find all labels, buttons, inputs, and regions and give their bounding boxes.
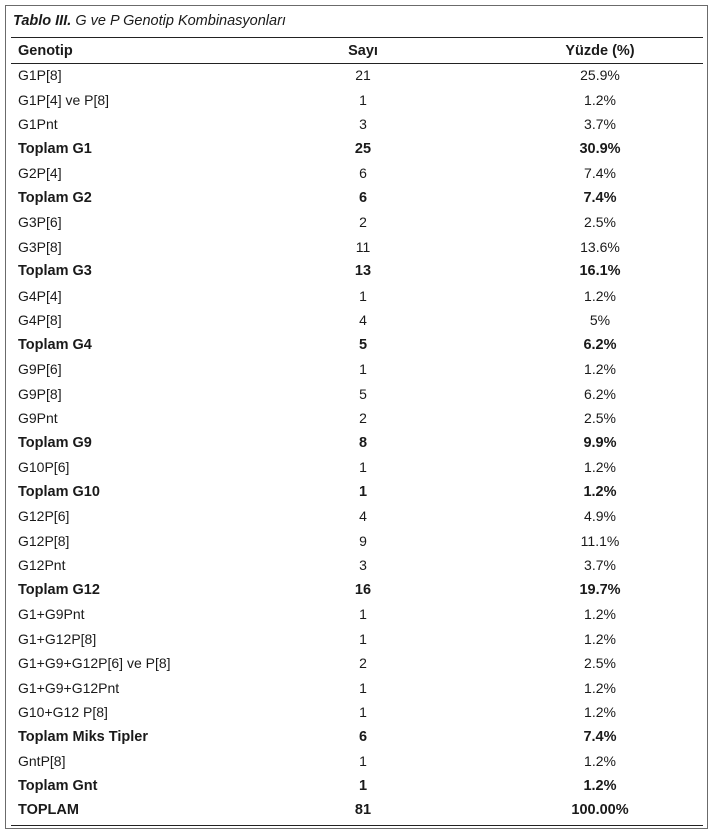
table-header bbox=[0, 40, 715, 62]
cell-genotype: G4P[8] bbox=[18, 312, 62, 328]
table-row bbox=[0, 676, 715, 701]
cell-genotype: G3P[6] bbox=[18, 214, 62, 230]
cell-percent: 25.9% bbox=[580, 67, 620, 83]
cell-percent: 3.7% bbox=[584, 557, 616, 573]
cell-percent: 19.7% bbox=[579, 581, 621, 598]
cell-count: 6 bbox=[358, 189, 368, 206]
cell-percent: 7.4% bbox=[583, 728, 617, 745]
cell-percent: 2.5% bbox=[584, 410, 616, 426]
cell-count: 6 bbox=[359, 165, 367, 181]
total-row bbox=[0, 774, 715, 799]
table-row bbox=[0, 455, 715, 480]
cell-percent: 1.2% bbox=[584, 606, 616, 622]
table-row bbox=[0, 210, 715, 235]
header-count: Sayı bbox=[348, 43, 378, 59]
cell-percent: 1.2% bbox=[583, 483, 617, 500]
table-row bbox=[0, 700, 715, 725]
cell-count: 8 bbox=[358, 434, 368, 451]
cell-percent: 3.7% bbox=[584, 116, 616, 132]
cell-count: 16 bbox=[354, 581, 372, 598]
cell-percent: 2.5% bbox=[584, 655, 616, 671]
cell-count: 2 bbox=[359, 655, 367, 671]
table-row bbox=[0, 504, 715, 529]
cell-percent: 11.1% bbox=[580, 532, 620, 549]
cell-percent: 2.5% bbox=[584, 214, 616, 230]
cell-percent: 1.2% bbox=[584, 91, 616, 108]
total-row bbox=[0, 578, 715, 603]
cell-percent: 7.4% bbox=[584, 165, 616, 181]
cell-genotype: G3P[8] bbox=[18, 238, 62, 255]
total-row bbox=[0, 480, 715, 505]
cell-count: 3 bbox=[359, 116, 367, 132]
total-row bbox=[0, 137, 715, 162]
cell-percent: 16.1% bbox=[579, 263, 621, 279]
cell-genotype: G9Pnt bbox=[18, 410, 58, 426]
cell-genotype: TOPLAM bbox=[18, 802, 79, 818]
cell-genotype: G1P[4] ve P[8] bbox=[18, 91, 110, 108]
cell-genotype: G1+G9Pnt bbox=[18, 606, 85, 622]
header-genotype: Genotip bbox=[18, 43, 73, 59]
cell-count: 1 bbox=[359, 679, 367, 696]
bottom-rule bbox=[11, 825, 703, 826]
cell-percent: 1.2% bbox=[583, 777, 617, 794]
cell-count: 13 bbox=[354, 263, 372, 279]
cell-genotype: G1+G12P[8] bbox=[18, 630, 97, 647]
cell-genotype: Toplam G1 bbox=[18, 140, 92, 157]
cell-count: 3 bbox=[359, 557, 367, 573]
table-row bbox=[0, 627, 715, 652]
cell-genotype: G4P[4] bbox=[18, 287, 62, 304]
header-percent: Yüzde (%) bbox=[565, 43, 635, 59]
total-row bbox=[0, 431, 715, 456]
cell-count: 1 bbox=[359, 91, 367, 108]
cell-percent: 1.2% bbox=[584, 459, 616, 475]
caption-title: G ve P Genotip Kombinasyonları bbox=[75, 13, 286, 29]
cell-genotype: G12P[6] bbox=[18, 508, 70, 524]
cell-percent: 6.2% bbox=[584, 385, 616, 402]
cell-count: 5 bbox=[358, 336, 368, 353]
table-row bbox=[0, 651, 715, 676]
table-row bbox=[0, 529, 715, 554]
cell-genotype: G1P[8] bbox=[18, 67, 62, 83]
cell-count: 2 bbox=[359, 410, 367, 426]
cell-percent: 4.9% bbox=[584, 508, 616, 524]
cell-percent: 1.2% bbox=[584, 361, 616, 377]
table-caption bbox=[13, 13, 286, 29]
cell-genotype: G12Pnt bbox=[18, 557, 66, 573]
cell-percent: 1.2% bbox=[584, 287, 616, 304]
cell-percent: 7.4% bbox=[583, 189, 617, 206]
table-row bbox=[0, 357, 715, 382]
table-row bbox=[0, 553, 715, 578]
cell-count: 1 bbox=[359, 459, 367, 475]
cell-genotype: Toplam G4 bbox=[18, 336, 92, 353]
cell-count: 6 bbox=[358, 728, 368, 745]
cell-count: 1 bbox=[359, 287, 367, 304]
cell-genotype: G10+G12 P[8] bbox=[18, 704, 108, 720]
cell-genotype: G1+G9+G12P[6] ve P[8] bbox=[18, 655, 171, 671]
cell-count: 11 bbox=[355, 238, 371, 255]
cell-percent: 13.6% bbox=[580, 238, 620, 255]
cell-percent: 1.2% bbox=[584, 753, 616, 769]
total-row bbox=[0, 186, 715, 211]
table-row bbox=[0, 161, 715, 186]
cell-percent: 9.9% bbox=[583, 434, 617, 451]
total-row bbox=[0, 333, 715, 358]
cell-percent: 1.2% bbox=[584, 704, 616, 720]
cell-genotype: G2P[4] bbox=[18, 165, 62, 181]
total-row bbox=[0, 725, 715, 750]
cell-percent: 1.2% bbox=[584, 630, 616, 647]
cell-genotype: G10P[6] bbox=[18, 459, 70, 475]
cell-count: 2 bbox=[359, 214, 367, 230]
cell-percent: 1.2% bbox=[584, 679, 616, 696]
cell-genotype: Toplam Miks Tipler bbox=[18, 728, 148, 745]
cell-count: 25 bbox=[354, 140, 372, 157]
cell-count: 81 bbox=[354, 802, 372, 818]
cell-genotype: G9P[8] bbox=[18, 385, 62, 402]
top-rule bbox=[11, 37, 703, 38]
cell-count: 9 bbox=[359, 532, 367, 549]
cell-genotype: Toplam G12 bbox=[18, 581, 100, 598]
table-row bbox=[0, 382, 715, 407]
cell-count: 1 bbox=[359, 704, 367, 720]
cell-genotype: G12P[8] bbox=[18, 532, 70, 549]
cell-genotype: Toplam G2 bbox=[18, 189, 92, 206]
total-row bbox=[0, 798, 715, 823]
cell-percent: 30.9% bbox=[579, 140, 621, 157]
table-row bbox=[0, 308, 715, 333]
cell-genotype: G1Pnt bbox=[18, 116, 58, 132]
cell-genotype: G1+G9+G12Pnt bbox=[18, 679, 120, 696]
caption-label: Tablo III. bbox=[13, 13, 72, 29]
cell-count: 5 bbox=[359, 385, 367, 402]
cell-count: 21 bbox=[355, 67, 371, 83]
table-row bbox=[0, 749, 715, 774]
cell-percent: 6.2% bbox=[583, 336, 617, 353]
cell-percent: 100.00% bbox=[571, 802, 629, 818]
table-row bbox=[0, 602, 715, 627]
table-row bbox=[0, 88, 715, 113]
cell-count: 4 bbox=[359, 312, 367, 328]
table-row bbox=[0, 284, 715, 309]
table-row bbox=[0, 406, 715, 431]
cell-count: 4 bbox=[359, 508, 367, 524]
cell-genotype: Toplam Gnt bbox=[18, 777, 98, 794]
cell-count: 1 bbox=[359, 630, 367, 647]
cell-count: 1 bbox=[358, 483, 368, 500]
total-row bbox=[0, 259, 715, 284]
table-row bbox=[0, 63, 715, 88]
cell-count: 1 bbox=[359, 753, 367, 769]
cell-genotype: Toplam G10 bbox=[18, 483, 100, 500]
table-row bbox=[0, 235, 715, 260]
cell-count: 1 bbox=[358, 777, 368, 794]
table-row bbox=[0, 112, 715, 137]
cell-genotype: Toplam G9 bbox=[18, 434, 92, 451]
cell-percent: 5% bbox=[589, 312, 611, 328]
cell-count: 1 bbox=[359, 361, 367, 377]
cell-count: 1 bbox=[359, 606, 367, 622]
cell-genotype: Toplam G3 bbox=[18, 263, 92, 279]
cell-genotype: GntP[8] bbox=[18, 753, 66, 769]
cell-genotype: G9P[6] bbox=[18, 361, 62, 377]
